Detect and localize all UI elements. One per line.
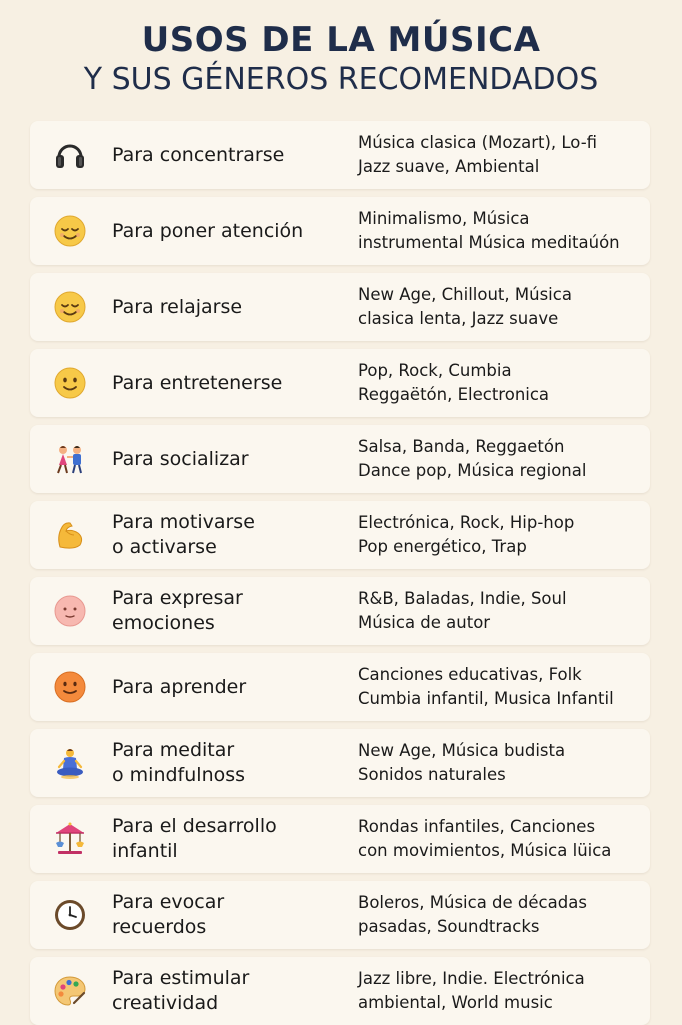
palette-icon (52, 973, 88, 1009)
use-label: Para el desarrollo infantil (112, 815, 277, 862)
flexed-biceps-icon (52, 517, 88, 553)
relieved-face-icon (52, 289, 88, 325)
list-item (30, 197, 650, 265)
list-item (30, 729, 650, 797)
genres-text: Rondas infantiles, Canciones con movimientos, Música lüica (358, 817, 612, 860)
relieved-face-icon (52, 213, 88, 249)
genres-text: Boleros, Música de décadas pasadas, Soundtracks (358, 893, 587, 936)
list-item (30, 653, 650, 721)
genres-text: Electrónica, Rock, Hip-hop Pop energético, Trap (358, 513, 575, 556)
list-item (30, 425, 650, 493)
list-item (30, 501, 650, 569)
clock-icon (52, 897, 88, 933)
list-item (30, 805, 650, 873)
use-label: Para aprender (112, 675, 247, 698)
genres-text: R&B, Baladas, Indie, Soul Música de autor (358, 589, 567, 632)
genres-text: Minimalismo, Música instrumental Música meditaúón (358, 209, 620, 252)
use-label: Para socializar (112, 447, 249, 470)
genres-text: Salsa, Banda, Reggaetón Dance pop, Música regional (358, 437, 587, 480)
genres-text: Música clasica (Mozart), Lo-fi Jazz suave, Ambiental (358, 133, 598, 176)
smiling-face-icon (52, 365, 88, 401)
use-label: Para evocar recuerdos (112, 891, 225, 938)
genres-text: New Age, Chillout, Música clasica lenta, Jazz suave (358, 285, 572, 328)
genres-text: Canciones educativas, Folk Cumbia infantil, Musica Infantil (358, 665, 614, 708)
headphones-icon (52, 137, 88, 173)
carousel-icon (52, 821, 88, 857)
page-subtitle: Y SUS GÉNEROS RECOMENDADOS (83, 62, 599, 97)
dancing-people-icon (52, 441, 88, 477)
list-item (30, 881, 650, 949)
genres-text: Pop, Rock, Cumbia Reggaëtón, Electronica (358, 361, 550, 404)
use-label: Para poner atención (112, 219, 304, 242)
page-title: USOS DE LA MÚSICA (141, 20, 541, 60)
use-label: Para estimular creatividad (112, 967, 250, 1014)
list-item (30, 121, 650, 189)
use-label: Para entretenerse (112, 371, 283, 394)
pink-face-icon (52, 593, 88, 629)
list-item (30, 273, 650, 341)
use-label: Para expresar emociones (112, 587, 243, 634)
orange-face-icon (52, 669, 88, 705)
header (0, 0, 682, 118)
list-item (30, 957, 650, 1025)
use-label: Para meditar o mindfulnoss (112, 739, 246, 786)
meditating-person-icon (52, 745, 88, 781)
genres-text: New Age, Música budista Sonidos naturales (358, 741, 566, 784)
use-label: Para concentrarse (112, 143, 285, 166)
list-item (30, 349, 650, 417)
list-item (30, 577, 650, 645)
use-label: Para motivarse o activarse (112, 511, 255, 558)
genres-text: Jazz libre, Indie. Electrónica ambiental, World music (358, 969, 585, 1012)
use-label: Para relajarse (112, 295, 243, 318)
